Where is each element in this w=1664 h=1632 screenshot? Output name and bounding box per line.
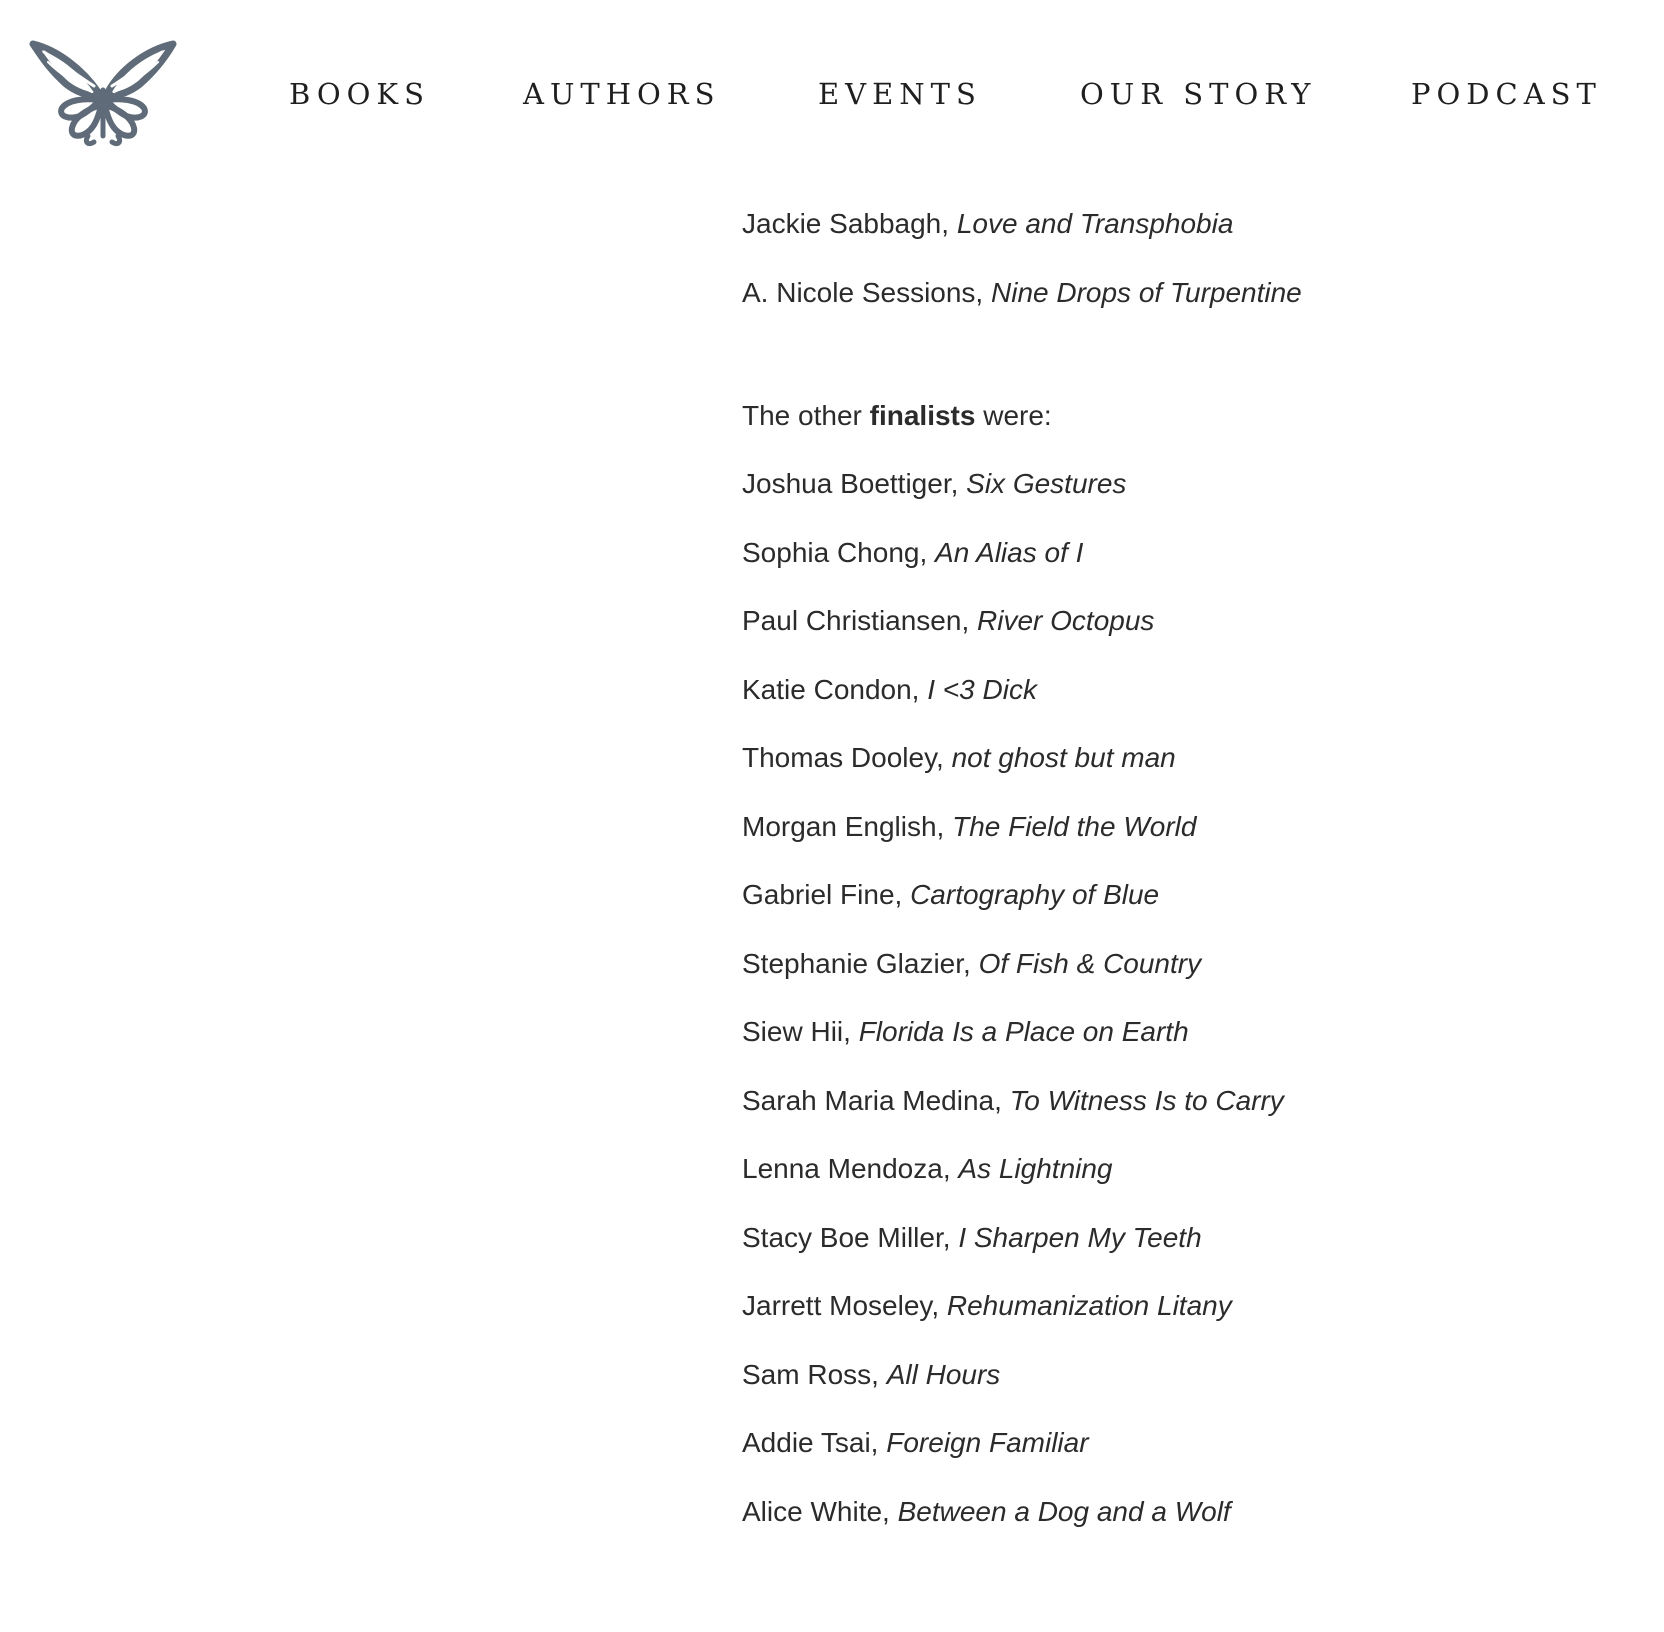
- author-name: Lenna Mendoza,: [742, 1153, 951, 1184]
- finalist-entry: [742, 1073, 1622, 1129]
- intro-bold: finalists: [869, 399, 976, 431]
- finalist-entry: [742, 1484, 1622, 1540]
- winner-entry: [742, 196, 1622, 252]
- finalist-entry: [742, 1415, 1622, 1471]
- author-name: Katie Condon,: [742, 673, 920, 705]
- finalist-entry: [742, 730, 1622, 786]
- book-title: I <3 Dick: [927, 673, 1037, 705]
- intro-before: The other: [742, 399, 870, 431]
- author-name: Gabriel Fine,: [742, 879, 903, 910]
- finalist-entry: [742, 1278, 1622, 1334]
- finalist-entry: [742, 593, 1622, 649]
- author-name: A. Nicole Sessions,: [742, 276, 984, 308]
- book-title: River Octopus: [977, 605, 1155, 636]
- author-name: Alice White,: [742, 1495, 890, 1527]
- book-title: Of Fish & Country: [978, 947, 1202, 979]
- book-title: Between a Dog and a Wolf: [897, 1495, 1231, 1527]
- intro-after: were:: [975, 399, 1052, 431]
- finalist-entry: [742, 799, 1622, 855]
- finalist-entry: [742, 1004, 1622, 1060]
- finalist-entry: [742, 662, 1622, 718]
- author-name: Jackie Sabbagh,: [742, 208, 950, 239]
- book-title: Cartography of Blue: [910, 879, 1160, 910]
- finalist-entry: [742, 867, 1622, 923]
- nav-events[interactable]: EVENTS: [818, 77, 982, 111]
- author-name: Stephanie Glazier,: [742, 947, 971, 979]
- author-name: Stacy Boe Miller,: [742, 1221, 951, 1253]
- nav-authors[interactable]: AUTHORS: [523, 77, 721, 111]
- main-nav: [0, 72, 1664, 116]
- author-name: Sophia Chong,: [742, 536, 928, 568]
- book-title: I Sharpen My Teeth: [958, 1221, 1202, 1253]
- author-name: Sam Ross,: [742, 1358, 879, 1390]
- finalists-intro: [742, 388, 1622, 444]
- author-name: Paul Christiansen,: [742, 605, 970, 636]
- book-title: Florida Is a Place on Earth: [858, 1016, 1189, 1047]
- nav-our-story[interactable]: OUR STORY: [1080, 77, 1317, 111]
- book-title: All Hours: [886, 1358, 1001, 1390]
- site-header: [0, 0, 1664, 180]
- book-title: Nine Drops of Turpentine: [991, 276, 1302, 308]
- finalist-entry: [742, 936, 1622, 992]
- book-title: Love and Transphobia: [956, 208, 1234, 239]
- book-title: Rehumanization Litany: [946, 1290, 1232, 1321]
- book-title: not ghost but man: [951, 742, 1176, 773]
- author-name: Addie Tsai,: [742, 1427, 879, 1458]
- author-name: Siew Hii,: [742, 1016, 851, 1047]
- book-title: Foreign Familiar: [886, 1427, 1089, 1458]
- book-title: An Alias of I: [935, 536, 1084, 568]
- book-title: To Witness Is to Carry: [1009, 1084, 1284, 1116]
- finalist-entry: [742, 525, 1622, 581]
- winner-entry: [742, 265, 1622, 321]
- book-title: As Lightning: [958, 1153, 1113, 1184]
- book-title: The Field the World: [952, 810, 1197, 842]
- author-name: Sarah Maria Medina,: [742, 1084, 1002, 1116]
- finalist-entry: [742, 456, 1622, 512]
- nav-books[interactable]: BOOKS: [289, 77, 430, 111]
- article-content: [742, 196, 1622, 1552]
- author-name: Jarrett Moseley,: [742, 1290, 940, 1321]
- nav-podcast[interactable]: PODCAST: [1411, 77, 1602, 111]
- author-name: Morgan English,: [742, 810, 945, 842]
- author-name: Thomas Dooley,: [742, 742, 944, 773]
- finalist-entry: [742, 1141, 1622, 1197]
- book-title: Six Gestures: [966, 468, 1127, 499]
- author-name: Joshua Boettiger,: [742, 468, 959, 499]
- finalist-entry: [742, 1210, 1622, 1266]
- finalist-entry: [742, 1347, 1622, 1403]
